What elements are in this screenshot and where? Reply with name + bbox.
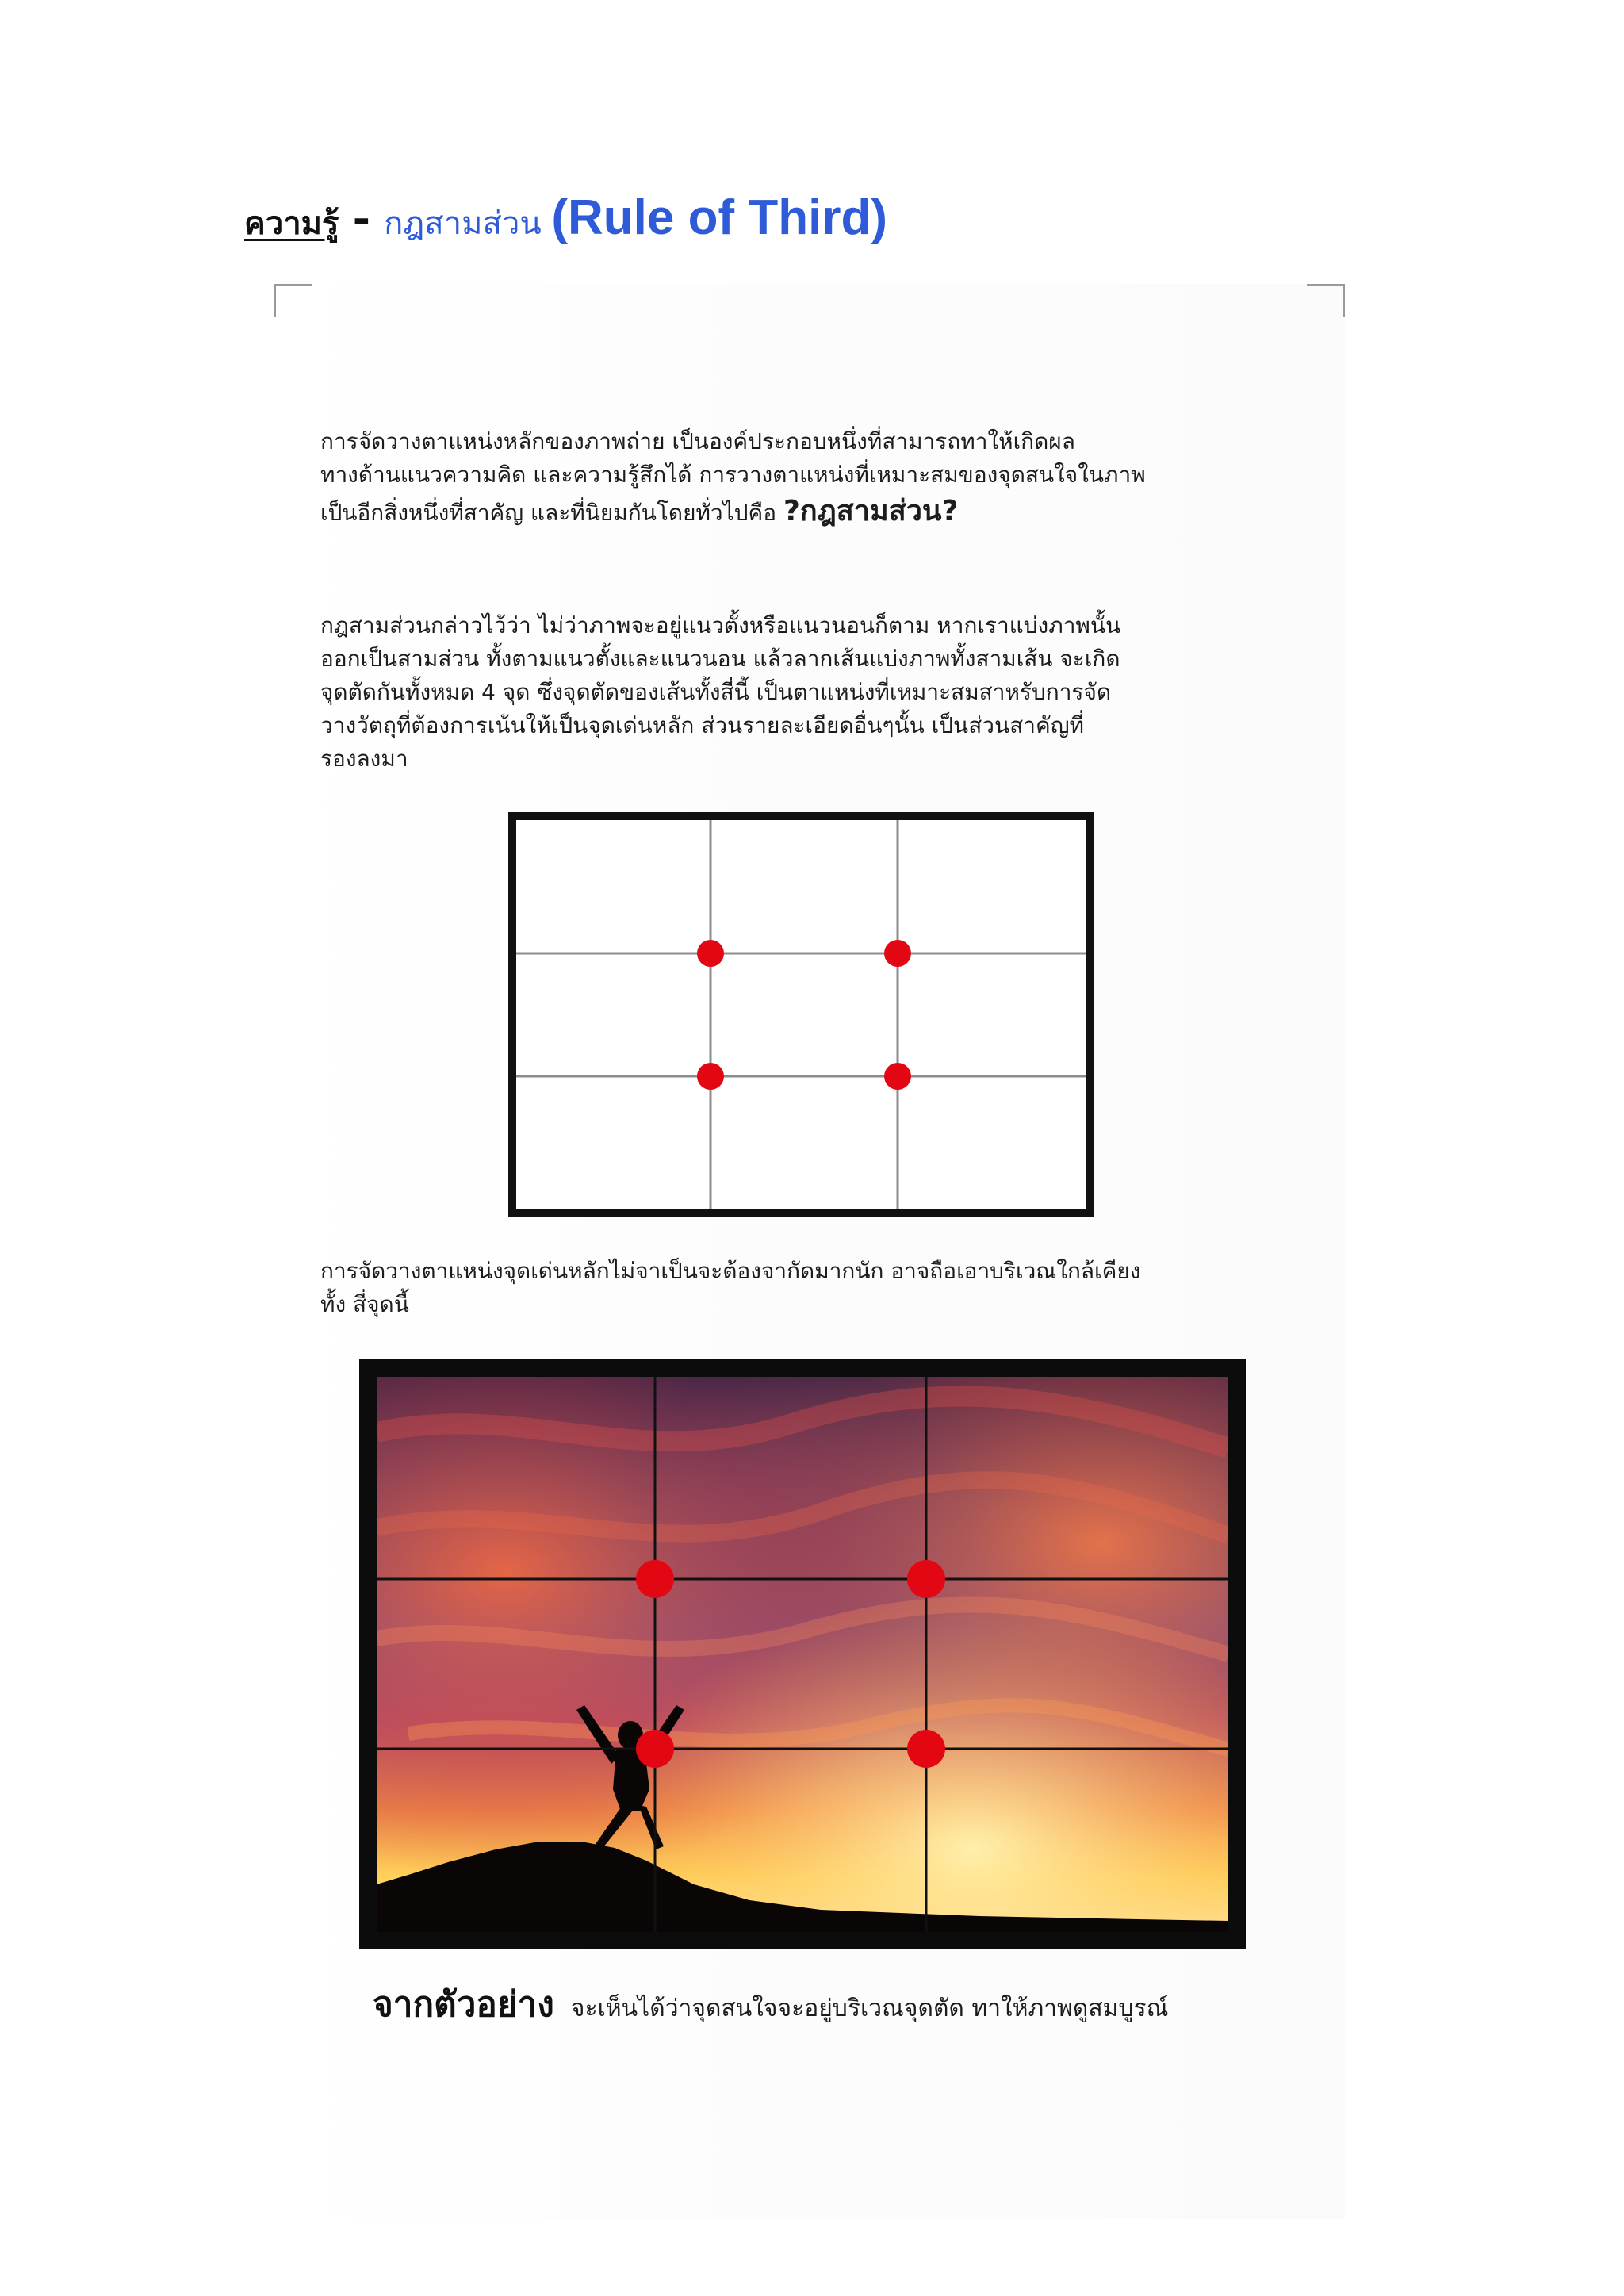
title-english: (Rule of Third) [551, 190, 887, 245]
rule-of-thirds-grid [516, 820, 1086, 1209]
intersection-dot [884, 1063, 911, 1090]
intersection-dot [697, 940, 724, 967]
explanation-line: จุดตัดกันทั้งหมด 4 จุด ซึ่งจุดตัดของเส้นทั้งสี่นี้ เป็นตาแหน่งที่เหมาะสมสาหรับการจัด [320, 679, 1112, 705]
example-photo [359, 1359, 1246, 1949]
intersection-dot [697, 1063, 724, 1090]
intro-emphasis: ?กฎสามส่วน? [783, 495, 959, 527]
explanation-line: ออกเป็นสามส่วน ทั้งตามแนวตั้งและแนวนอน แล้วลากเส้นแบ่งภาพทั้งสามเส้น จะเกิด [320, 646, 1120, 672]
example-caption [373, 1984, 1169, 2025]
placement-note-paragraph [320, 1255, 1140, 1321]
placement-note-line: ทั้ง สี่จุดนี้ [320, 1291, 409, 1317]
title-dash: - [352, 194, 371, 244]
explanation-line: วางวัตถุที่ต้องการเน้นให้เป็นจุดเด่นหลัก ส่วนรายละเอียดอื่นๆนั้น เป็นส่วนสาคัญที่ [320, 712, 1085, 738]
explanation-paragraph [320, 609, 1120, 776]
intersection-dot [884, 940, 911, 967]
title-prefix: ความรู้ [244, 205, 339, 242]
page-title [244, 190, 887, 245]
caption-bold: จากตัวอย่าง [373, 1984, 554, 2025]
caption-text: จะเห็นได้ว่าจุดสนใจจะอยู่บริเวณจุดตัด ทาให้ภาพดูสมบูรณ์ [570, 1995, 1169, 2022]
intersection-dot [636, 1560, 674, 1598]
placement-note-line: การจัดวางตาแหน่งจุดเด่นหลักไม่จาเป็นจะต้องจากัดมากนัก อาจถือเอาบริเวณใกล้เคียง [320, 1258, 1141, 1284]
page-corner-mark-right [1307, 284, 1345, 317]
intro-line: การจัดวางตาแหน่งหลักของภาพถ่าย เป็นองค์ประกอบหนึ่งที่สามารถทาให้เกิดผล [320, 428, 1075, 454]
intersection-dot [636, 1730, 674, 1768]
intro-line-text: เป็นอีกสิ่งหนึ่งที่สาคัญ และที่นิยมกันโดยทั่วไปคือ [320, 500, 783, 526]
page-corner-mark-left [274, 284, 312, 317]
intro-line: ทางด้านแนวความคิด และความรู้สึกได้ การวางตาแหน่งที่เหมาะสมของจุดสนใจในภาพ [320, 462, 1146, 488]
intersection-dot [907, 1730, 945, 1768]
sunset-silhouette-photo [377, 1377, 1228, 1932]
explanation-line: รองลงมา [320, 746, 408, 772]
intro-line [320, 495, 1146, 530]
explanation-line: กฎสามส่วนกล่าวไว้ว่า ไม่ว่าภาพจะอยู่แนวตั้งหรือแนวนอนก็ตาม หากเราแบ่งภาพนั้น [320, 612, 1121, 638]
intro-paragraph [320, 425, 1146, 530]
rule-of-thirds-diagram [508, 812, 1094, 1217]
title-thai: กฎสามส่วน [384, 205, 552, 242]
intersection-dot [907, 1560, 945, 1598]
